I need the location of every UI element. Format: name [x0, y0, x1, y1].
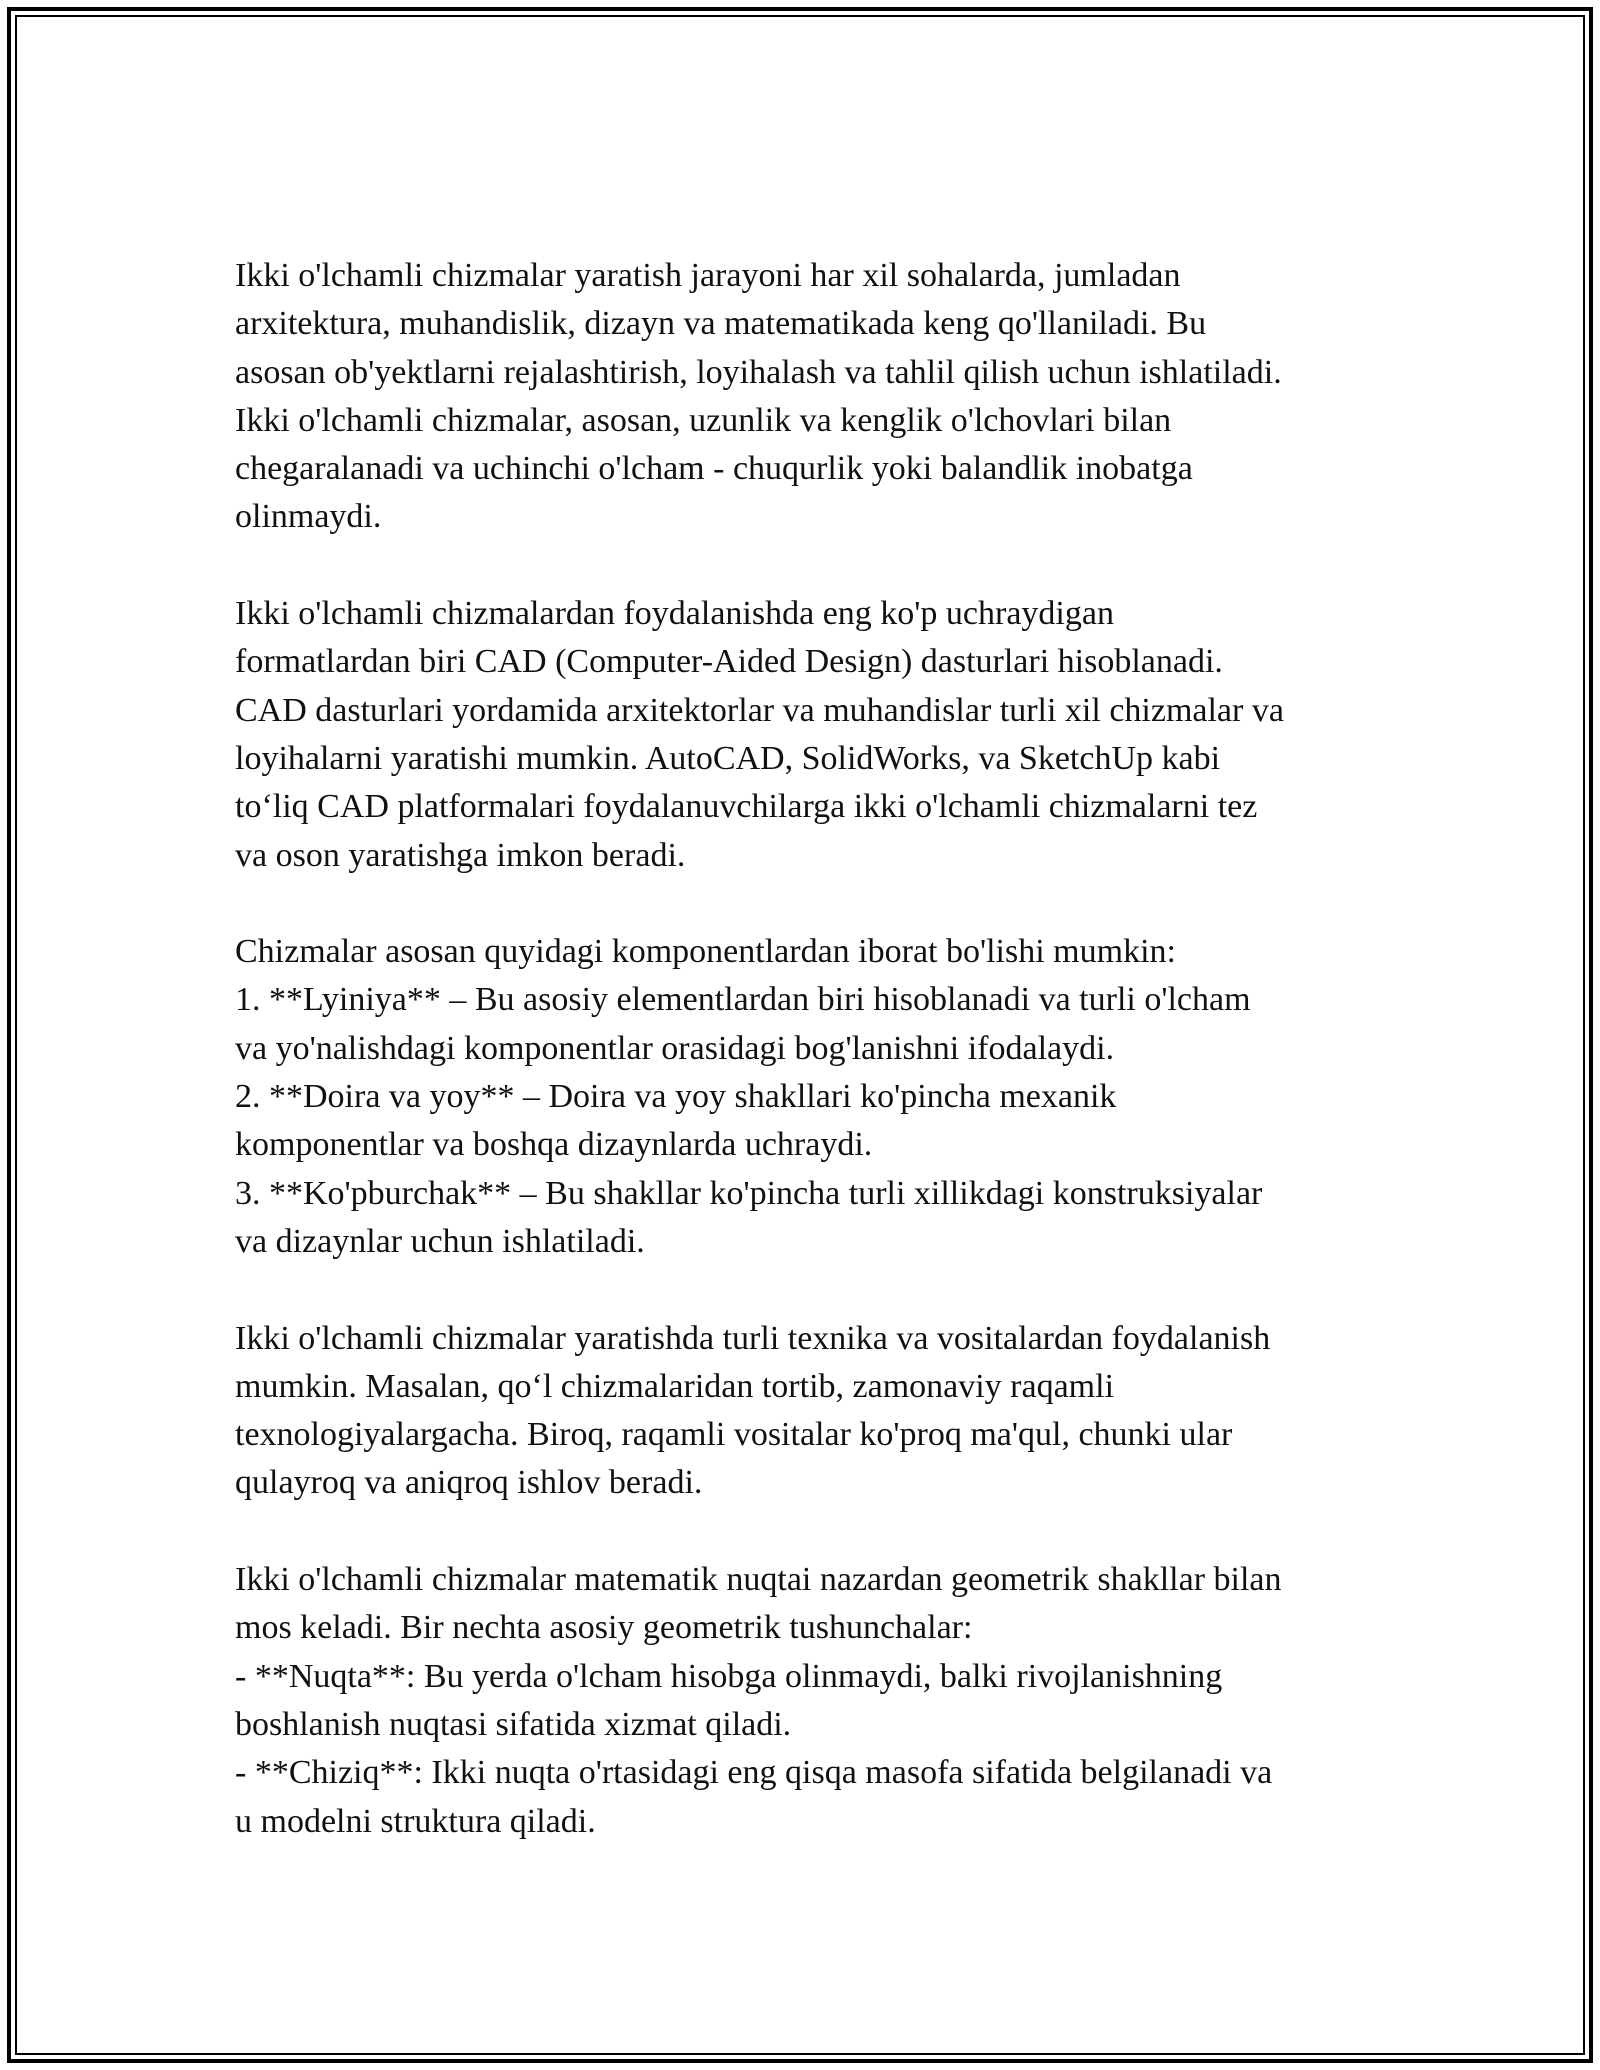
list-item-segment: u modelni struktura qiladi.: [235, 1802, 596, 1840]
list-item-line: 1. **Lyiniya** – Bu asosiy elementlardan biri hisoblanadi va turli o'lcham: [235, 981, 1251, 1019]
text-line: olinmaydi.: [235, 498, 382, 536]
text-line: loyihalarni yaratishi mumkin. AutoCAD, SolidWorks, va SketchUp kabi: [235, 739, 1221, 777]
text-line: arxitektura, muhandislik, dizayn va matematikada keng qo'llaniladi. Bu: [235, 305, 1207, 343]
list-item-circle-arc: 2. **Doira va yoy** – Doira va yoy shakllari ko'pincha mexanik: [235, 1078, 1117, 1116]
list-item-line: va yo'nalishdagi komponentlar orasidagi bog'lanishni ifodalaydi.: [235, 1029, 1115, 1067]
paragraph-geometry: [235, 1556, 1370, 1846]
text-line: Ikki o'lchamli chizmalar yaratish jarayoni har xil sohalarda, jumladan: [235, 257, 1181, 294]
text-line: qulayroq va aniqroq ishlov beradi.: [235, 1464, 703, 1502]
list-item-segment: - **Chiziq**: Ikki nuqta o'rtasidagi eng qisqa masofa sifatida belgilanadi va: [235, 1754, 1273, 1792]
text-line: Ikki o'lchamli chizmalar, asosan, uzunlik va kenglik o'lchovlari bilan: [235, 401, 1172, 439]
text-line: to‘liq CAD platformalari foydalanuvchilarga ikki o'lchamli chizmalarni tez: [235, 788, 1258, 826]
text-line: Chizmalar asosan quyidagi komponentlardan iborat bo'lishi mumkin:: [235, 933, 1176, 971]
paragraph-intro: [235, 252, 1370, 542]
text-line: Ikki o'lchamli chizmalardan foydalanishda eng ko'p uchraydigan: [235, 595, 1114, 633]
text-line: texnologiyalargacha. Biroq, raqamli vositalar ko'proq ma'qul, chunki ular: [235, 1416, 1233, 1454]
list-item-polygon: 3. **Ko'pburchak** – Bu shakllar ko'pincha turli xillikdagi konstruksiyalar: [235, 1174, 1263, 1212]
list-item-polygon: va dizaynlar uchun ishlatiladi.: [235, 1222, 645, 1260]
text-line: Ikki o'lchamli chizmalar matematik nuqtai nazardan geometrik shakllar bilan: [235, 1561, 1282, 1599]
list-item-point: - **Nuqta**: Bu yerda o'lcham hisobga olinmaydi, balki rivojlanishning: [235, 1657, 1223, 1695]
paragraph-tools: [235, 1315, 1370, 1508]
paragraph-components: [235, 928, 1370, 1266]
list-item-point: boshlanish nuqtasi sifatida xizmat qiladi.: [235, 1705, 792, 1743]
text-line: mumkin. Masalan, qo‘l chizmalaridan tortib, zamonaviy raqamli: [235, 1367, 1115, 1405]
text-line: Ikki o'lchamli chizmalar yaratishda turli texnika va vositalardan foydalanish: [235, 1319, 1271, 1357]
text-line: CAD dasturlari yordamida arxitektorlar va muhandislar turli xil chizmalar va: [235, 691, 1284, 729]
text-line: chegaralanadi va uchinchi o'lcham - chuqurlik yoki balandlik inobatga: [235, 450, 1193, 488]
text-line: asosan ob'yektlarni rejalashtirish, loyihalash va tahlil qilish uchun ishlatiladi.: [235, 353, 1282, 391]
document-body: [235, 252, 1370, 1846]
text-line: mos keladi. Bir nechta asosiy geometrik tushunchalar:: [235, 1609, 973, 1647]
text-line: va oson yaratishga imkon beradi.: [235, 836, 686, 874]
list-item-circle-arc: komponentlar va boshqa dizaynlarda uchraydi.: [235, 1126, 873, 1164]
text-line: formatlardan biri CAD (Computer-Aided Design) dasturlari hisoblanadi.: [235, 643, 1223, 681]
paragraph-cad: [235, 590, 1370, 880]
